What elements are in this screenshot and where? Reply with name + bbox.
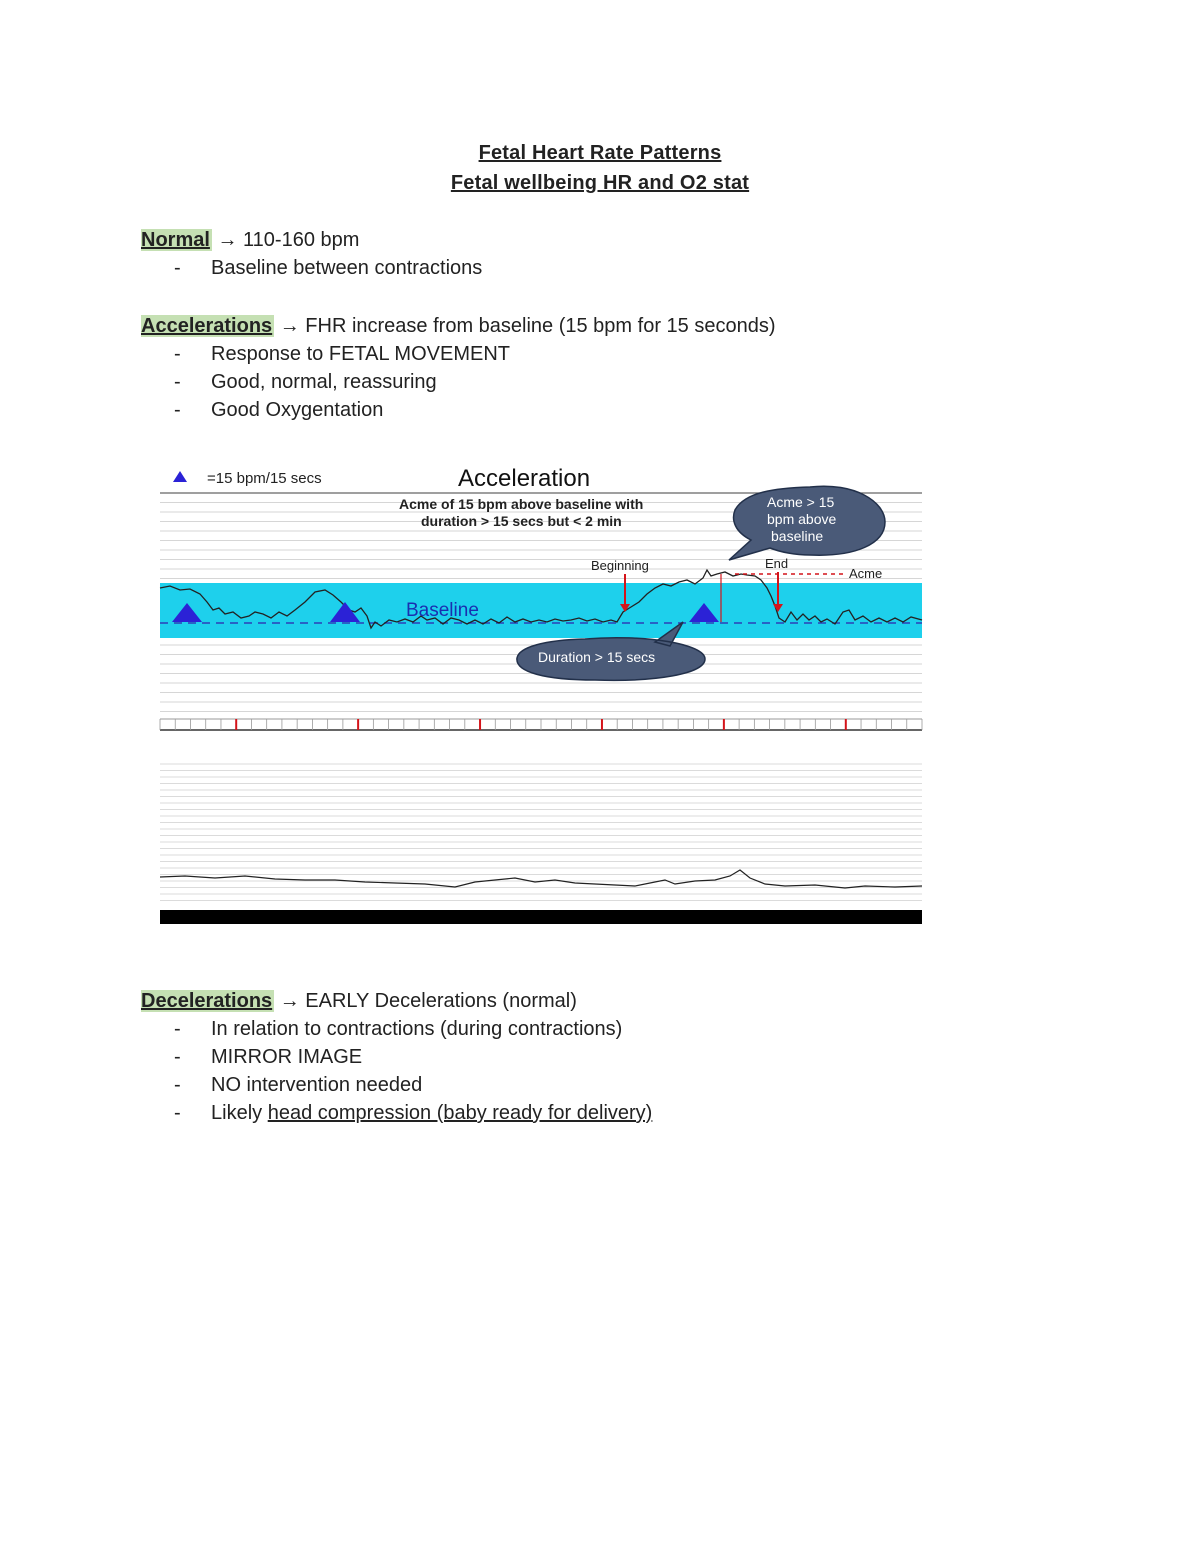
list-item-text: Response to FETAL MOVEMENT: [211, 343, 510, 365]
list-item: - Good, normal, reassuring: [174, 371, 437, 393]
accelerations-definition: → FHR increase from baseline (15 bpm for 15 seconds): [279, 315, 776, 337]
normal-line: [141, 229, 359, 252]
end-label: End: [765, 556, 789, 571]
decelerations-line: [141, 990, 577, 1013]
figure-desc-2: duration > 15 secs but < 2 min: [421, 513, 622, 529]
figure-heading: Acceleration: [458, 465, 591, 492]
acceleration-figure: [155, 462, 925, 930]
list-item: - NO intervention needed: [174, 1074, 423, 1096]
duration-bubble-text: Duration > 15 secs: [538, 649, 656, 665]
uterine-trace: [160, 870, 922, 888]
accelerations-line: [141, 315, 776, 338]
normal-range: → 110-160 bpm: [217, 229, 360, 251]
triangle-marker: [173, 471, 187, 482]
list-item-text: In relation to contractions (during contractions): [211, 1018, 623, 1040]
list-item: - MIRROR IMAGE: [174, 1046, 363, 1068]
baseline-band: [160, 583, 922, 638]
document-title: Fetal Heart Rate Patterns: [478, 142, 722, 164]
list-item: - In relation to contractions (during contractions): [174, 1018, 623, 1040]
list-item-text: NO intervention needed: [211, 1074, 423, 1096]
strip-bottom-bar: [160, 910, 922, 924]
list-item-text: MIRROR IMAGE: [211, 1046, 363, 1068]
list-item-text: Likely: [211, 1102, 268, 1124]
underlined-phrase: head compression (baby ready for delivery): [267, 1102, 653, 1124]
document-subtitle: Fetal wellbeing HR and O2 stat: [450, 172, 750, 194]
list-item: - Likely head compression (baby ready for delivery): [174, 1102, 653, 1124]
acme-bubble-line-3: baseline: [771, 528, 824, 544]
decelerations-definition: → EARLY Decelerations (normal): [279, 990, 577, 1012]
baseline-label: Baseline: [406, 600, 479, 621]
normal-label: Normal: [141, 229, 210, 251]
decelerations-label: Decelerations: [141, 990, 273, 1012]
list-item-text: Baseline between contractions: [211, 257, 483, 279]
list-item-text: Good Oxygentation: [211, 399, 384, 421]
list-item-text: Good, normal, reassuring: [211, 371, 437, 393]
timeline-ticks: [160, 719, 922, 730]
acme-label: Acme: [849, 566, 883, 581]
list-item: - Baseline between contractions: [174, 257, 483, 279]
lower-grid: [160, 764, 922, 901]
beginning-label: Beginning: [591, 558, 649, 573]
acme-bubble-line-2: bpm above: [767, 511, 837, 527]
list-item: - Good Oxygentation: [174, 399, 384, 421]
acme-bubble-line-1: Acme > 15: [767, 494, 835, 510]
figure-desc-1: Acme of 15 bpm above baseline with: [399, 496, 644, 512]
list-item: - Response to FETAL MOVEMENT: [174, 343, 510, 365]
accelerations-label: Accelerations: [141, 315, 273, 337]
legend-text: =15 bpm/15 secs: [207, 470, 322, 487]
